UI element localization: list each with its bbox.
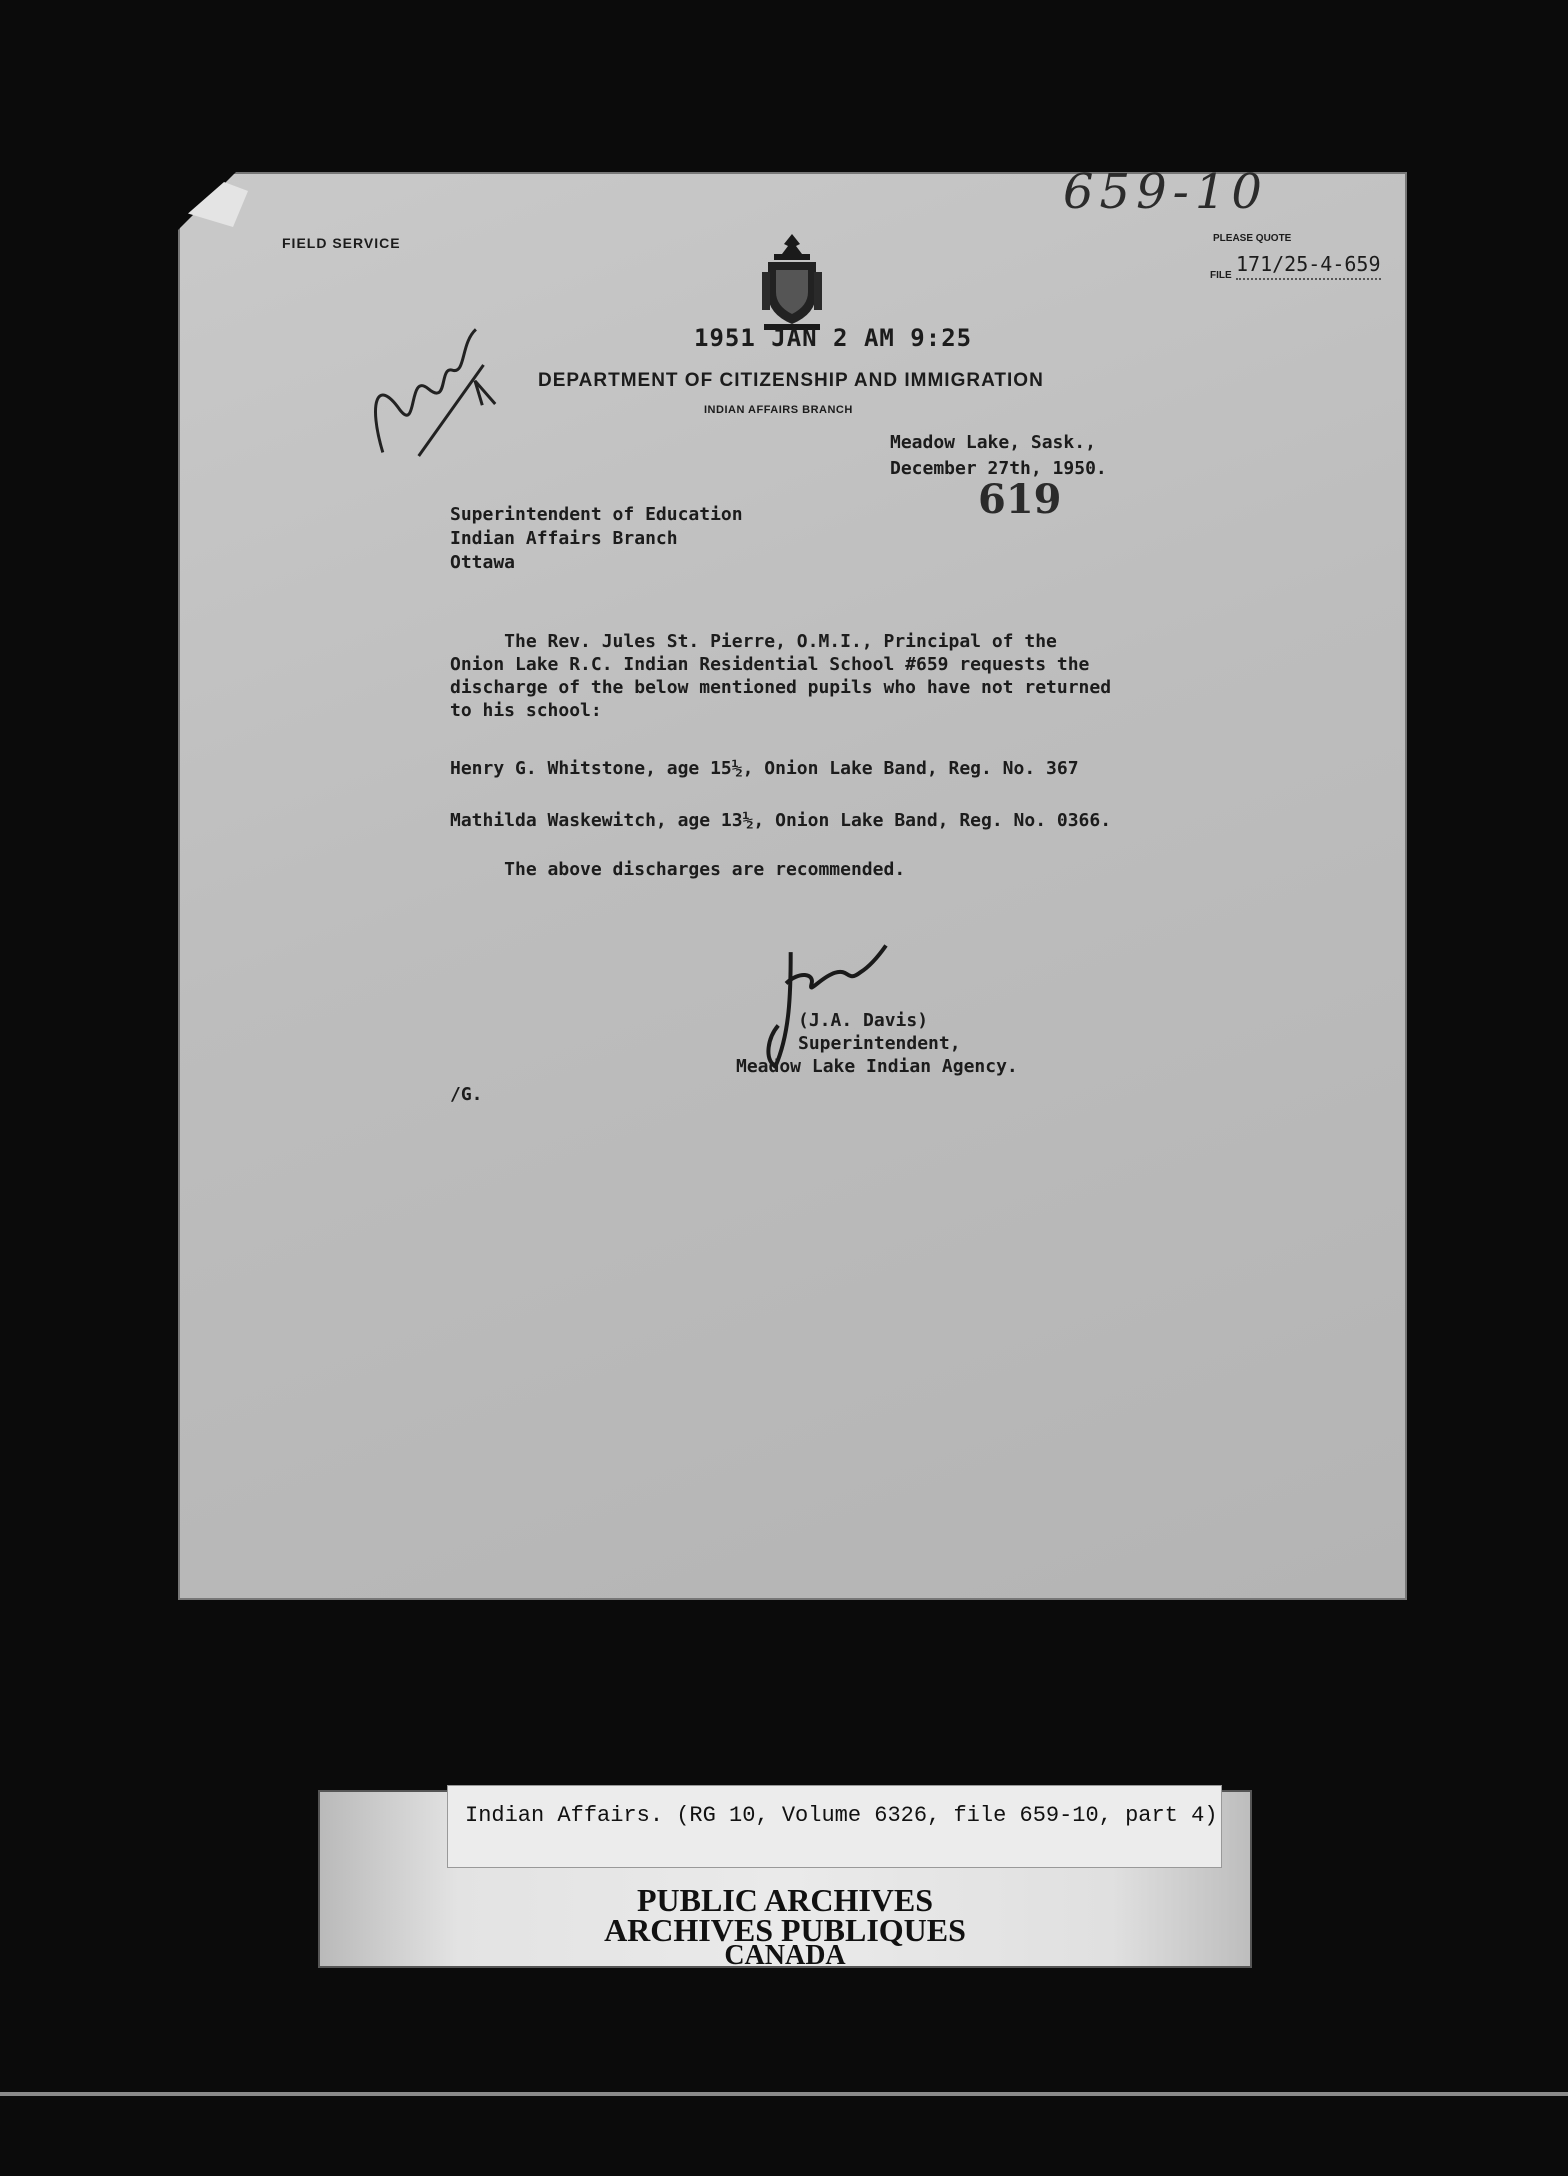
department-heading: DEPARTMENT OF CITIZENSHIP AND IMMIGRATION <box>538 370 1044 391</box>
archive-reference: Indian Affairs. (RG 10, Volume 6326, file 659-10, part 4) <box>465 1803 1218 1828</box>
branch-heading: INDIAN AFFAIRS BRANCH <box>704 404 853 416</box>
pupil-entry-1: Henry G. Whitstone, age 15½, Onion Lake Band, Reg. No. 367 <box>450 758 1079 779</box>
pupil-entry-2: Mathilda Waskewitch, age 13½, Onion Lake Band, Reg. No. 0366. <box>450 810 1112 831</box>
addressee-line-1: Superintendent of Education <box>450 504 743 525</box>
typist-initials: /G. <box>450 1084 483 1105</box>
letter-date: December 27th, 1950. <box>890 458 1107 479</box>
paragraph-line-3: discharge of the below mentioned pupils who have not returned <box>450 677 1112 698</box>
handwritten-file-number: 659-10 <box>1063 164 1268 220</box>
recommendation-line: The above discharges are recommended. <box>450 859 906 880</box>
paragraph-line-2: Onion Lake R.C. Indian Residential School #659 requests the <box>450 654 1090 675</box>
handwritten-number: 619 <box>978 476 1062 523</box>
archive-line-1: PUBLIC ARCHIVES <box>636 1882 934 1918</box>
addressee-line-3: Ottawa <box>450 552 516 573</box>
letter-place: Meadow Lake, Sask., <box>890 432 1096 453</box>
handwritten-margin-note <box>332 298 545 495</box>
signer-title: Superintendent, <box>798 1033 961 1054</box>
file-label: FILE <box>1210 270 1232 281</box>
signer-agency: Meadow Lake Indian Agency. <box>736 1056 1018 1077</box>
addressee-line-2: Indian Affairs Branch <box>450 528 678 549</box>
field-service-label: FIELD SERVICE <box>282 235 401 251</box>
coat-of-arms-seal <box>756 232 828 332</box>
paragraph-line-4: to his school: <box>450 700 602 721</box>
archive-reference-card <box>447 1785 1222 1868</box>
letter-page <box>178 164 1407 1600</box>
signer-name: (J.A. Davis) <box>798 1010 929 1031</box>
please-quote-label: PLEASE QUOTE <box>1213 233 1292 244</box>
paragraph-line-1: The Rev. Jules St. Pierre, O.M.I., Principal of the <box>450 631 1057 652</box>
archive-line-2: ARCHIVES PUBLIQUES <box>604 1912 966 1948</box>
scan-bottom-rule <box>0 2092 1568 2096</box>
file-number: 171/25-4-659 <box>1236 252 1381 280</box>
archive-line-3: CANADA <box>724 1940 846 1971</box>
received-date-stamp: 1951 JAN 2 AM 9:25 <box>694 324 973 352</box>
